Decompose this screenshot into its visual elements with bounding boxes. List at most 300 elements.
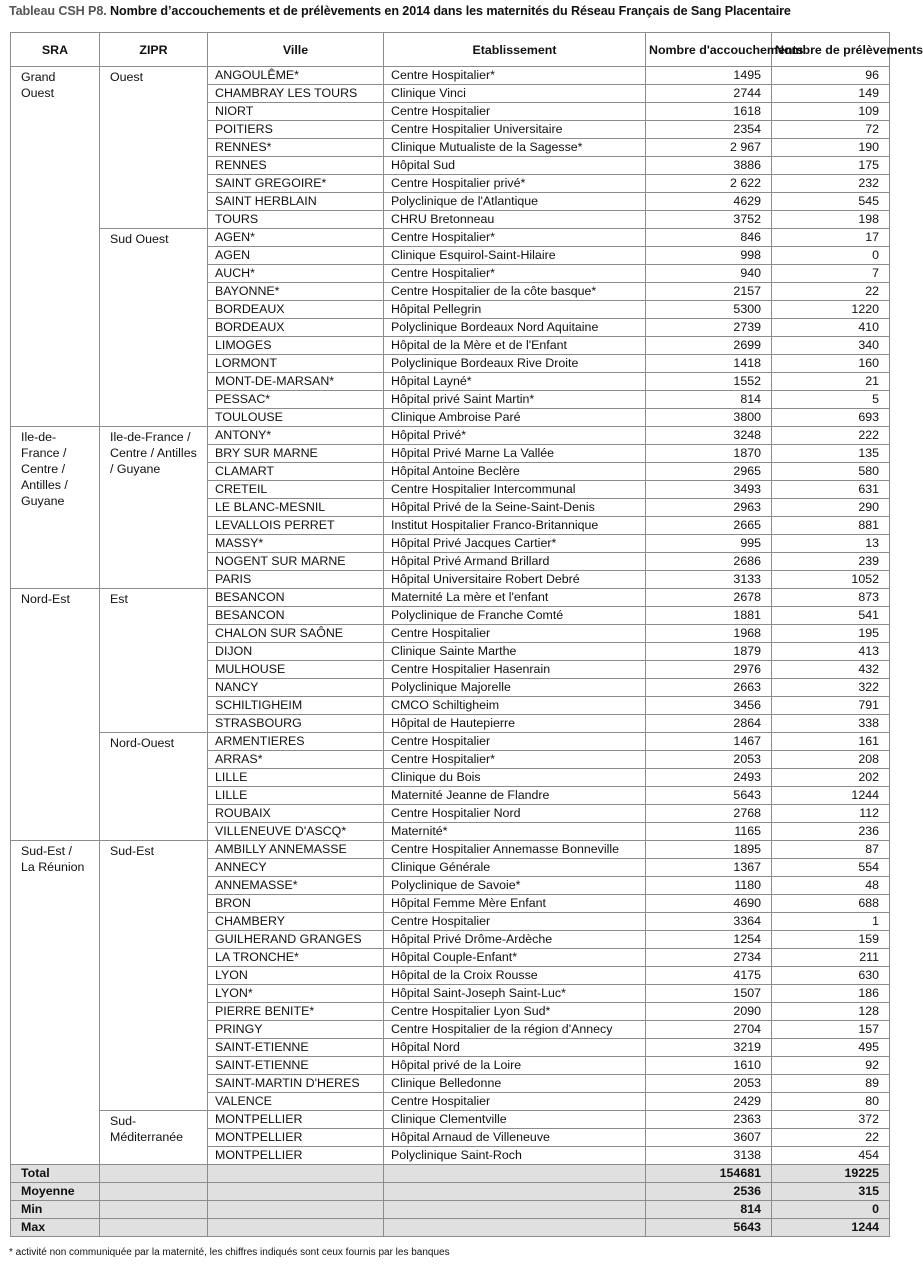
ville-cell: ANNECY	[208, 859, 384, 877]
ville-cell: LYON	[208, 967, 384, 985]
etablissement-cell: Hôpital de la Croix Rousse	[384, 967, 646, 985]
prelevements-cell: 22	[772, 1129, 890, 1147]
accouchements-cell: 2864	[646, 715, 772, 733]
etablissement-cell: Polyclinique de Savoie*	[384, 877, 646, 895]
etablissement-cell: Clinique Clementville	[384, 1111, 646, 1129]
ville-cell: SAINT-ETIENNE	[208, 1057, 384, 1075]
accouchements-cell: 5643	[646, 787, 772, 805]
prelevements-cell: 631	[772, 481, 890, 499]
prelevements-cell: 157	[772, 1021, 890, 1039]
ville-cell: BORDEAUX	[208, 301, 384, 319]
etablissement-cell: Centre Hospitalier*	[384, 229, 646, 247]
prelevements-cell: 87	[772, 841, 890, 859]
ville-cell: AUCH*	[208, 265, 384, 283]
accouchements-cell: 3493	[646, 481, 772, 499]
etablissement-cell: Hôpital privé Saint Martin*	[384, 391, 646, 409]
accouchements-cell: 2354	[646, 121, 772, 139]
prelevements-cell: 13	[772, 535, 890, 553]
summary-empty	[208, 1165, 384, 1183]
summary-row	[11, 1183, 890, 1201]
accouchements-cell: 5300	[646, 301, 772, 319]
etablissement-cell: Centre Hospitalier*	[384, 751, 646, 769]
etablissement-cell: Hôpital Sud	[384, 157, 646, 175]
zipr-cell: Ile-de-France / Centre / Antilles / Guyane	[100, 427, 208, 589]
ville-cell: AGEN*	[208, 229, 384, 247]
accouchements-cell: 995	[646, 535, 772, 553]
etablissement-cell: Centre Hospitalier	[384, 913, 646, 931]
etablissement-cell: Hôpital Saint-Joseph Saint-Luc*	[384, 985, 646, 1003]
table-caption	[9, 4, 791, 18]
summary-empty	[100, 1183, 208, 1201]
etablissement-cell: CHRU Bretonneau	[384, 211, 646, 229]
etablissement-cell: Centre Hospitalier Annemasse Bonneville	[384, 841, 646, 859]
ville-cell: LIMOGES	[208, 337, 384, 355]
header-ville: Ville	[208, 33, 384, 67]
accouchements-cell: 3364	[646, 913, 772, 931]
zipr-cell: Sud-Est	[100, 841, 208, 1111]
accouchements-cell: 1552	[646, 373, 772, 391]
etablissement-cell: Centre Hospitalier*	[384, 265, 646, 283]
prelevements-cell: 791	[772, 697, 890, 715]
ville-cell: NOGENT SUR MARNE	[208, 553, 384, 571]
ville-cell: SAINT-ETIENNE	[208, 1039, 384, 1057]
ville-cell: ANGOULÊME*	[208, 67, 384, 85]
etablissement-cell: Clinique Mutualiste de la Sagesse*	[384, 139, 646, 157]
accouchements-cell: 4629	[646, 193, 772, 211]
summary-empty	[384, 1183, 646, 1201]
summary-prelevements: 0	[772, 1201, 890, 1219]
ville-cell: MONTPELLIER	[208, 1147, 384, 1165]
accouchements-cell: 3248	[646, 427, 772, 445]
ville-cell: PRINGY	[208, 1021, 384, 1039]
ville-cell: LYON*	[208, 985, 384, 1003]
table-header	[11, 33, 923, 67]
ville-cell: BORDEAUX	[208, 319, 384, 337]
etablissement-cell: Centre Hospitalier Hasenrain	[384, 661, 646, 679]
etablissement-cell: Clinique Générale	[384, 859, 646, 877]
accouchements-cell: 2493	[646, 769, 772, 787]
prelevements-cell: 454	[772, 1147, 890, 1165]
accouchements-cell: 1870	[646, 445, 772, 463]
etablissement-cell: Centre Hospitalier*	[384, 67, 646, 85]
prelevements-cell: 5	[772, 391, 890, 409]
prelevements-cell: 1244	[772, 787, 890, 805]
ville-cell: LEVALLOIS PERRET	[208, 517, 384, 535]
accouchements-cell: 3456	[646, 697, 772, 715]
accouchements-cell: 846	[646, 229, 772, 247]
etablissement-cell: Maternité*	[384, 823, 646, 841]
etablissement-cell: Hôpital Pellegrin	[384, 301, 646, 319]
accouchements-cell: 2157	[646, 283, 772, 301]
ville-cell: MULHOUSE	[208, 661, 384, 679]
summary-accouchements: 154681	[646, 1165, 772, 1183]
etablissement-cell: Hôpital privé de la Loire	[384, 1057, 646, 1075]
ville-cell: CHAMBRAY LES TOURS	[208, 85, 384, 103]
caption-lead: Tableau CSH P8.	[9, 4, 107, 18]
accouchements-cell: 2663	[646, 679, 772, 697]
sra-cell: Ile-de-France / Centre / Antilles / Guyane	[11, 427, 100, 589]
etablissement-cell: Clinique du Bois	[384, 769, 646, 787]
prelevements-cell: 109	[772, 103, 890, 121]
prelevements-cell: 112	[772, 805, 890, 823]
prelevements-cell: 290	[772, 499, 890, 517]
header-sra: SRA	[11, 33, 100, 67]
accouchements-cell: 1895	[646, 841, 772, 859]
prelevements-cell: 149	[772, 85, 890, 103]
ville-cell: BESANCON	[208, 589, 384, 607]
accouchements-cell: 2053	[646, 1075, 772, 1093]
table-row	[11, 427, 890, 445]
prelevements-cell: 688	[772, 895, 890, 913]
summary-empty	[100, 1219, 208, 1237]
prelevements-cell: 159	[772, 931, 890, 949]
prelevements-cell: 96	[772, 67, 890, 85]
ville-cell: CHALON SUR SAÔNE	[208, 625, 384, 643]
prelevements-cell: 211	[772, 949, 890, 967]
accouchements-cell: 1610	[646, 1057, 772, 1075]
table-row	[11, 1111, 890, 1129]
prelevements-cell: 580	[772, 463, 890, 481]
ville-cell: PIERRE BENITE*	[208, 1003, 384, 1021]
header-etablissement: Etablissement	[384, 33, 646, 67]
accouchements-cell: 2 967	[646, 139, 772, 157]
summary-row	[11, 1201, 890, 1219]
etablissement-cell: Hôpital Layné*	[384, 373, 646, 391]
accouchements-cell: 2976	[646, 661, 772, 679]
prelevements-cell: 222	[772, 427, 890, 445]
accouchements-cell: 1467	[646, 733, 772, 751]
ville-cell: BESANCON	[208, 607, 384, 625]
summary-empty	[100, 1165, 208, 1183]
prelevements-cell: 372	[772, 1111, 890, 1129]
summary-empty	[384, 1201, 646, 1219]
ville-cell: LILLE	[208, 787, 384, 805]
prelevements-cell: 128	[772, 1003, 890, 1021]
accouchements-cell: 1254	[646, 931, 772, 949]
etablissement-cell: Polyclinique de Franche Comté	[384, 607, 646, 625]
ville-cell: PARIS	[208, 571, 384, 589]
prelevements-cell: 21	[772, 373, 890, 391]
accouchements-cell: 3133	[646, 571, 772, 589]
ville-cell: BAYONNE*	[208, 283, 384, 301]
etablissement-cell: Hôpital de Hautepierre	[384, 715, 646, 733]
etablissement-cell: Centre Hospitalier Lyon Sud*	[384, 1003, 646, 1021]
etablissement-cell: Maternité La mère et l'enfant	[384, 589, 646, 607]
prelevements-cell: 1220	[772, 301, 890, 319]
ville-cell: STRASBOURG	[208, 715, 384, 733]
accouchements-cell: 2699	[646, 337, 772, 355]
footnote: * activité non communiquée par la maternité, les chiffres indiqués sont ceux fournis par les banques	[9, 1247, 450, 1258]
etablissement-cell: Centre Hospitalier Nord	[384, 805, 646, 823]
etablissement-cell: Institut Hospitalier Franco-Britannique	[384, 517, 646, 535]
prelevements-cell: 432	[772, 661, 890, 679]
prelevements-cell: 1052	[772, 571, 890, 589]
ville-cell: PESSAC*	[208, 391, 384, 409]
accouchements-cell: 2739	[646, 319, 772, 337]
maternity-table	[10, 32, 923, 1237]
summary-empty	[208, 1183, 384, 1201]
ville-cell: MONTPELLIER	[208, 1129, 384, 1147]
prelevements-cell: 48	[772, 877, 890, 895]
accouchements-cell: 2090	[646, 1003, 772, 1021]
accouchements-cell: 2363	[646, 1111, 772, 1129]
etablissement-cell: Hôpital Privé Drôme-Ardèche	[384, 931, 646, 949]
accouchements-cell: 3886	[646, 157, 772, 175]
prelevements-cell: 72	[772, 121, 890, 139]
etablissement-cell: Centre Hospitalier Intercommunal	[384, 481, 646, 499]
summary-empty	[384, 1219, 646, 1237]
summary-empty	[384, 1165, 646, 1183]
etablissement-cell: CMCO Schiltigheim	[384, 697, 646, 715]
ville-cell: SAINT GREGOIRE*	[208, 175, 384, 193]
etablissement-cell: Hôpital Privé*	[384, 427, 646, 445]
ville-cell: LE BLANC-MESNIL	[208, 499, 384, 517]
table-row	[11, 733, 890, 751]
accouchements-cell: 2963	[646, 499, 772, 517]
etablissement-cell: Hôpital Femme Mère Enfant	[384, 895, 646, 913]
ville-cell: DIJON	[208, 643, 384, 661]
summary-label: Min	[11, 1201, 100, 1219]
ville-cell: TOURS	[208, 211, 384, 229]
table-body	[11, 67, 890, 1237]
etablissement-cell: Centre Hospitalier de la région d'Annecy	[384, 1021, 646, 1039]
etablissement-cell: Hôpital Arnaud de Villeneuve	[384, 1129, 646, 1147]
ville-cell: BRON	[208, 895, 384, 913]
ville-cell: SAINT-MARTIN D'HERES	[208, 1075, 384, 1093]
summary-empty	[208, 1201, 384, 1219]
etablissement-cell: Hôpital Privé Jacques Cartier*	[384, 535, 646, 553]
etablissement-cell: Centre Hospitalier privé*	[384, 175, 646, 193]
accouchements-cell: 4690	[646, 895, 772, 913]
etablissement-cell: Centre Hospitalier de la côte basque*	[384, 283, 646, 301]
summary-prelevements: 1244	[772, 1219, 890, 1237]
accouchements-cell: 2429	[646, 1093, 772, 1111]
ville-cell: POITIERS	[208, 121, 384, 139]
ville-cell: MONT-DE-MARSAN*	[208, 373, 384, 391]
summary-row	[11, 1165, 890, 1183]
ville-cell: CRETEIL	[208, 481, 384, 499]
etablissement-cell: Hôpital de la Mère et de l'Enfant	[384, 337, 646, 355]
ville-cell: ANNEMASSE*	[208, 877, 384, 895]
prelevements-cell: 495	[772, 1039, 890, 1057]
ville-cell: LA TRONCHE*	[208, 949, 384, 967]
etablissement-cell: Centre Hospitalier	[384, 1093, 646, 1111]
zipr-cell: Est	[100, 589, 208, 733]
accouchements-cell: 1879	[646, 643, 772, 661]
accouchements-cell: 1180	[646, 877, 772, 895]
table-row	[11, 589, 890, 607]
prelevements-cell: 338	[772, 715, 890, 733]
ville-cell: RENNES	[208, 157, 384, 175]
accouchements-cell: 1968	[646, 625, 772, 643]
ville-cell: BRY SUR MARNE	[208, 445, 384, 463]
prelevements-cell: 340	[772, 337, 890, 355]
etablissement-cell: Hôpital Universitaire Robert Debré	[384, 571, 646, 589]
summary-label: Moyenne	[11, 1183, 100, 1201]
accouchements-cell: 4175	[646, 967, 772, 985]
accouchements-cell: 2 622	[646, 175, 772, 193]
ville-cell: TOULOUSE	[208, 409, 384, 427]
summary-label: Total	[11, 1165, 100, 1183]
accouchements-cell: 2768	[646, 805, 772, 823]
prelevements-cell: 160	[772, 355, 890, 373]
table-row	[11, 841, 890, 859]
prelevements-cell: 92	[772, 1057, 890, 1075]
prelevements-cell: 554	[772, 859, 890, 877]
accouchements-cell: 3219	[646, 1039, 772, 1057]
ville-cell: ARRAS*	[208, 751, 384, 769]
zipr-cell: Sud Ouest	[100, 229, 208, 427]
prelevements-cell: 208	[772, 751, 890, 769]
accouchements-cell: 1418	[646, 355, 772, 373]
accouchements-cell: 3607	[646, 1129, 772, 1147]
etablissement-cell: Clinique Belledonne	[384, 1075, 646, 1093]
ville-cell: ARMENTIERES	[208, 733, 384, 751]
etablissement-cell: Polyclinique de l'Atlantique	[384, 193, 646, 211]
prelevements-cell: 190	[772, 139, 890, 157]
etablissement-cell: Centre Hospitalier Universitaire	[384, 121, 646, 139]
etablissement-cell: Centre Hospitalier	[384, 625, 646, 643]
zipr-cell: Sud-Méditerranée	[100, 1111, 208, 1165]
etablissement-cell: Hôpital Nord	[384, 1039, 646, 1057]
ville-cell: SCHILTIGHEIM	[208, 697, 384, 715]
etablissement-cell: Maternité Jeanne de Flandre	[384, 787, 646, 805]
accouchements-cell: 1495	[646, 67, 772, 85]
prelevements-cell: 413	[772, 643, 890, 661]
etablissement-cell: Polyclinique Bordeaux Rive Droite	[384, 355, 646, 373]
header-accouchements: Nombre d'accouchements	[646, 33, 772, 67]
accouchements-cell: 998	[646, 247, 772, 265]
ville-cell: CLAMART	[208, 463, 384, 481]
accouchements-cell: 2686	[646, 553, 772, 571]
header-prelevements: Nombre de prélèvements	[772, 33, 890, 67]
prelevements-cell: 198	[772, 211, 890, 229]
etablissement-cell: Polyclinique Saint-Roch	[384, 1147, 646, 1165]
prelevements-cell: 322	[772, 679, 890, 697]
accouchements-cell: 1165	[646, 823, 772, 841]
etablissement-cell: Clinique Esquirol-Saint-Hilaire	[384, 247, 646, 265]
summary-empty	[208, 1219, 384, 1237]
etablissement-cell: Clinique Vinci	[384, 85, 646, 103]
ville-cell: SAINT HERBLAIN	[208, 193, 384, 211]
prelevements-cell: 80	[772, 1093, 890, 1111]
ville-cell: NIORT	[208, 103, 384, 121]
accouchements-cell: 1507	[646, 985, 772, 1003]
accouchements-cell: 2678	[646, 589, 772, 607]
accouchements-cell: 3138	[646, 1147, 772, 1165]
ville-cell: AGEN	[208, 247, 384, 265]
etablissement-cell: Polyclinique Bordeaux Nord Aquitaine	[384, 319, 646, 337]
prelevements-cell: 135	[772, 445, 890, 463]
accouchements-cell: 2704	[646, 1021, 772, 1039]
etablissement-cell: Centre Hospitalier	[384, 103, 646, 121]
prelevements-cell: 873	[772, 589, 890, 607]
accouchements-cell: 2734	[646, 949, 772, 967]
prelevements-cell: 7	[772, 265, 890, 283]
accouchements-cell: 2053	[646, 751, 772, 769]
zipr-cell: Ouest	[100, 67, 208, 229]
ville-cell: ROUBAIX	[208, 805, 384, 823]
prelevements-cell: 0	[772, 247, 890, 265]
accouchements-cell: 3752	[646, 211, 772, 229]
prelevements-cell: 630	[772, 967, 890, 985]
prelevements-cell: 202	[772, 769, 890, 787]
ville-cell: AMBILLY ANNEMASSE	[208, 841, 384, 859]
etablissement-cell: Hôpital Privé Marne La Vallée	[384, 445, 646, 463]
caption-text: Nombre d’accouchements et de prélèvements en 2014 dans les maternités du Réseau Français de Sang Placentaire	[106, 4, 791, 18]
summary-prelevements: 19225	[772, 1165, 890, 1183]
accouchements-cell: 2965	[646, 463, 772, 481]
ville-cell: VALENCE	[208, 1093, 384, 1111]
etablissement-cell: Polyclinique Majorelle	[384, 679, 646, 697]
summary-accouchements: 2536	[646, 1183, 772, 1201]
summary-label: Max	[11, 1219, 100, 1237]
prelevements-cell: 89	[772, 1075, 890, 1093]
header-zipr: ZIPR	[100, 33, 208, 67]
prelevements-cell: 186	[772, 985, 890, 1003]
etablissement-cell: Hôpital Antoine Beclère	[384, 463, 646, 481]
summary-accouchements: 814	[646, 1201, 772, 1219]
prelevements-cell: 541	[772, 607, 890, 625]
sra-cell: Grand Ouest	[11, 67, 100, 427]
summary-empty	[100, 1201, 208, 1219]
prelevements-cell: 1	[772, 913, 890, 931]
summary-row	[11, 1219, 890, 1237]
etablissement-cell: Clinique Ambroise Paré	[384, 409, 646, 427]
accouchements-cell: 1618	[646, 103, 772, 121]
prelevements-cell: 175	[772, 157, 890, 175]
sra-cell: Nord-Est	[11, 589, 100, 841]
accouchements-cell: 1881	[646, 607, 772, 625]
prelevements-cell: 236	[772, 823, 890, 841]
etablissement-cell: Centre Hospitalier	[384, 733, 646, 751]
etablissement-cell: Hôpital Privé Armand Brillard	[384, 553, 646, 571]
accouchements-cell: 814	[646, 391, 772, 409]
table-row	[11, 67, 890, 85]
prelevements-cell: 161	[772, 733, 890, 751]
sra-cell: Sud-Est / La Réunion	[11, 841, 100, 1165]
prelevements-cell: 22	[772, 283, 890, 301]
ville-cell: RENNES*	[208, 139, 384, 157]
prelevements-cell: 232	[772, 175, 890, 193]
ville-cell: LILLE	[208, 769, 384, 787]
prelevements-cell: 693	[772, 409, 890, 427]
ville-cell: ANTONY*	[208, 427, 384, 445]
accouchements-cell: 1367	[646, 859, 772, 877]
etablissement-cell: Hôpital Privé de la Seine-Saint-Denis	[384, 499, 646, 517]
header-row	[11, 33, 890, 67]
prelevements-cell: 195	[772, 625, 890, 643]
accouchements-cell: 940	[646, 265, 772, 283]
etablissement-cell: Clinique Sainte Marthe	[384, 643, 646, 661]
accouchements-cell: 3800	[646, 409, 772, 427]
ville-cell: GUILHERAND GRANGES	[208, 931, 384, 949]
ville-cell: CHAMBERY	[208, 913, 384, 931]
ville-cell: LORMONT	[208, 355, 384, 373]
prelevements-cell: 410	[772, 319, 890, 337]
zipr-cell: Nord-Ouest	[100, 733, 208, 841]
prelevements-cell: 545	[772, 193, 890, 211]
table-row	[11, 229, 890, 247]
etablissement-cell: Hôpital Couple-Enfant*	[384, 949, 646, 967]
summary-prelevements: 315	[772, 1183, 890, 1201]
accouchements-cell: 2665	[646, 517, 772, 535]
prelevements-cell: 881	[772, 517, 890, 535]
prelevements-cell: 239	[772, 553, 890, 571]
ville-cell: VILLENEUVE D'ASCQ*	[208, 823, 384, 841]
ville-cell: MASSY*	[208, 535, 384, 553]
ville-cell: NANCY	[208, 679, 384, 697]
